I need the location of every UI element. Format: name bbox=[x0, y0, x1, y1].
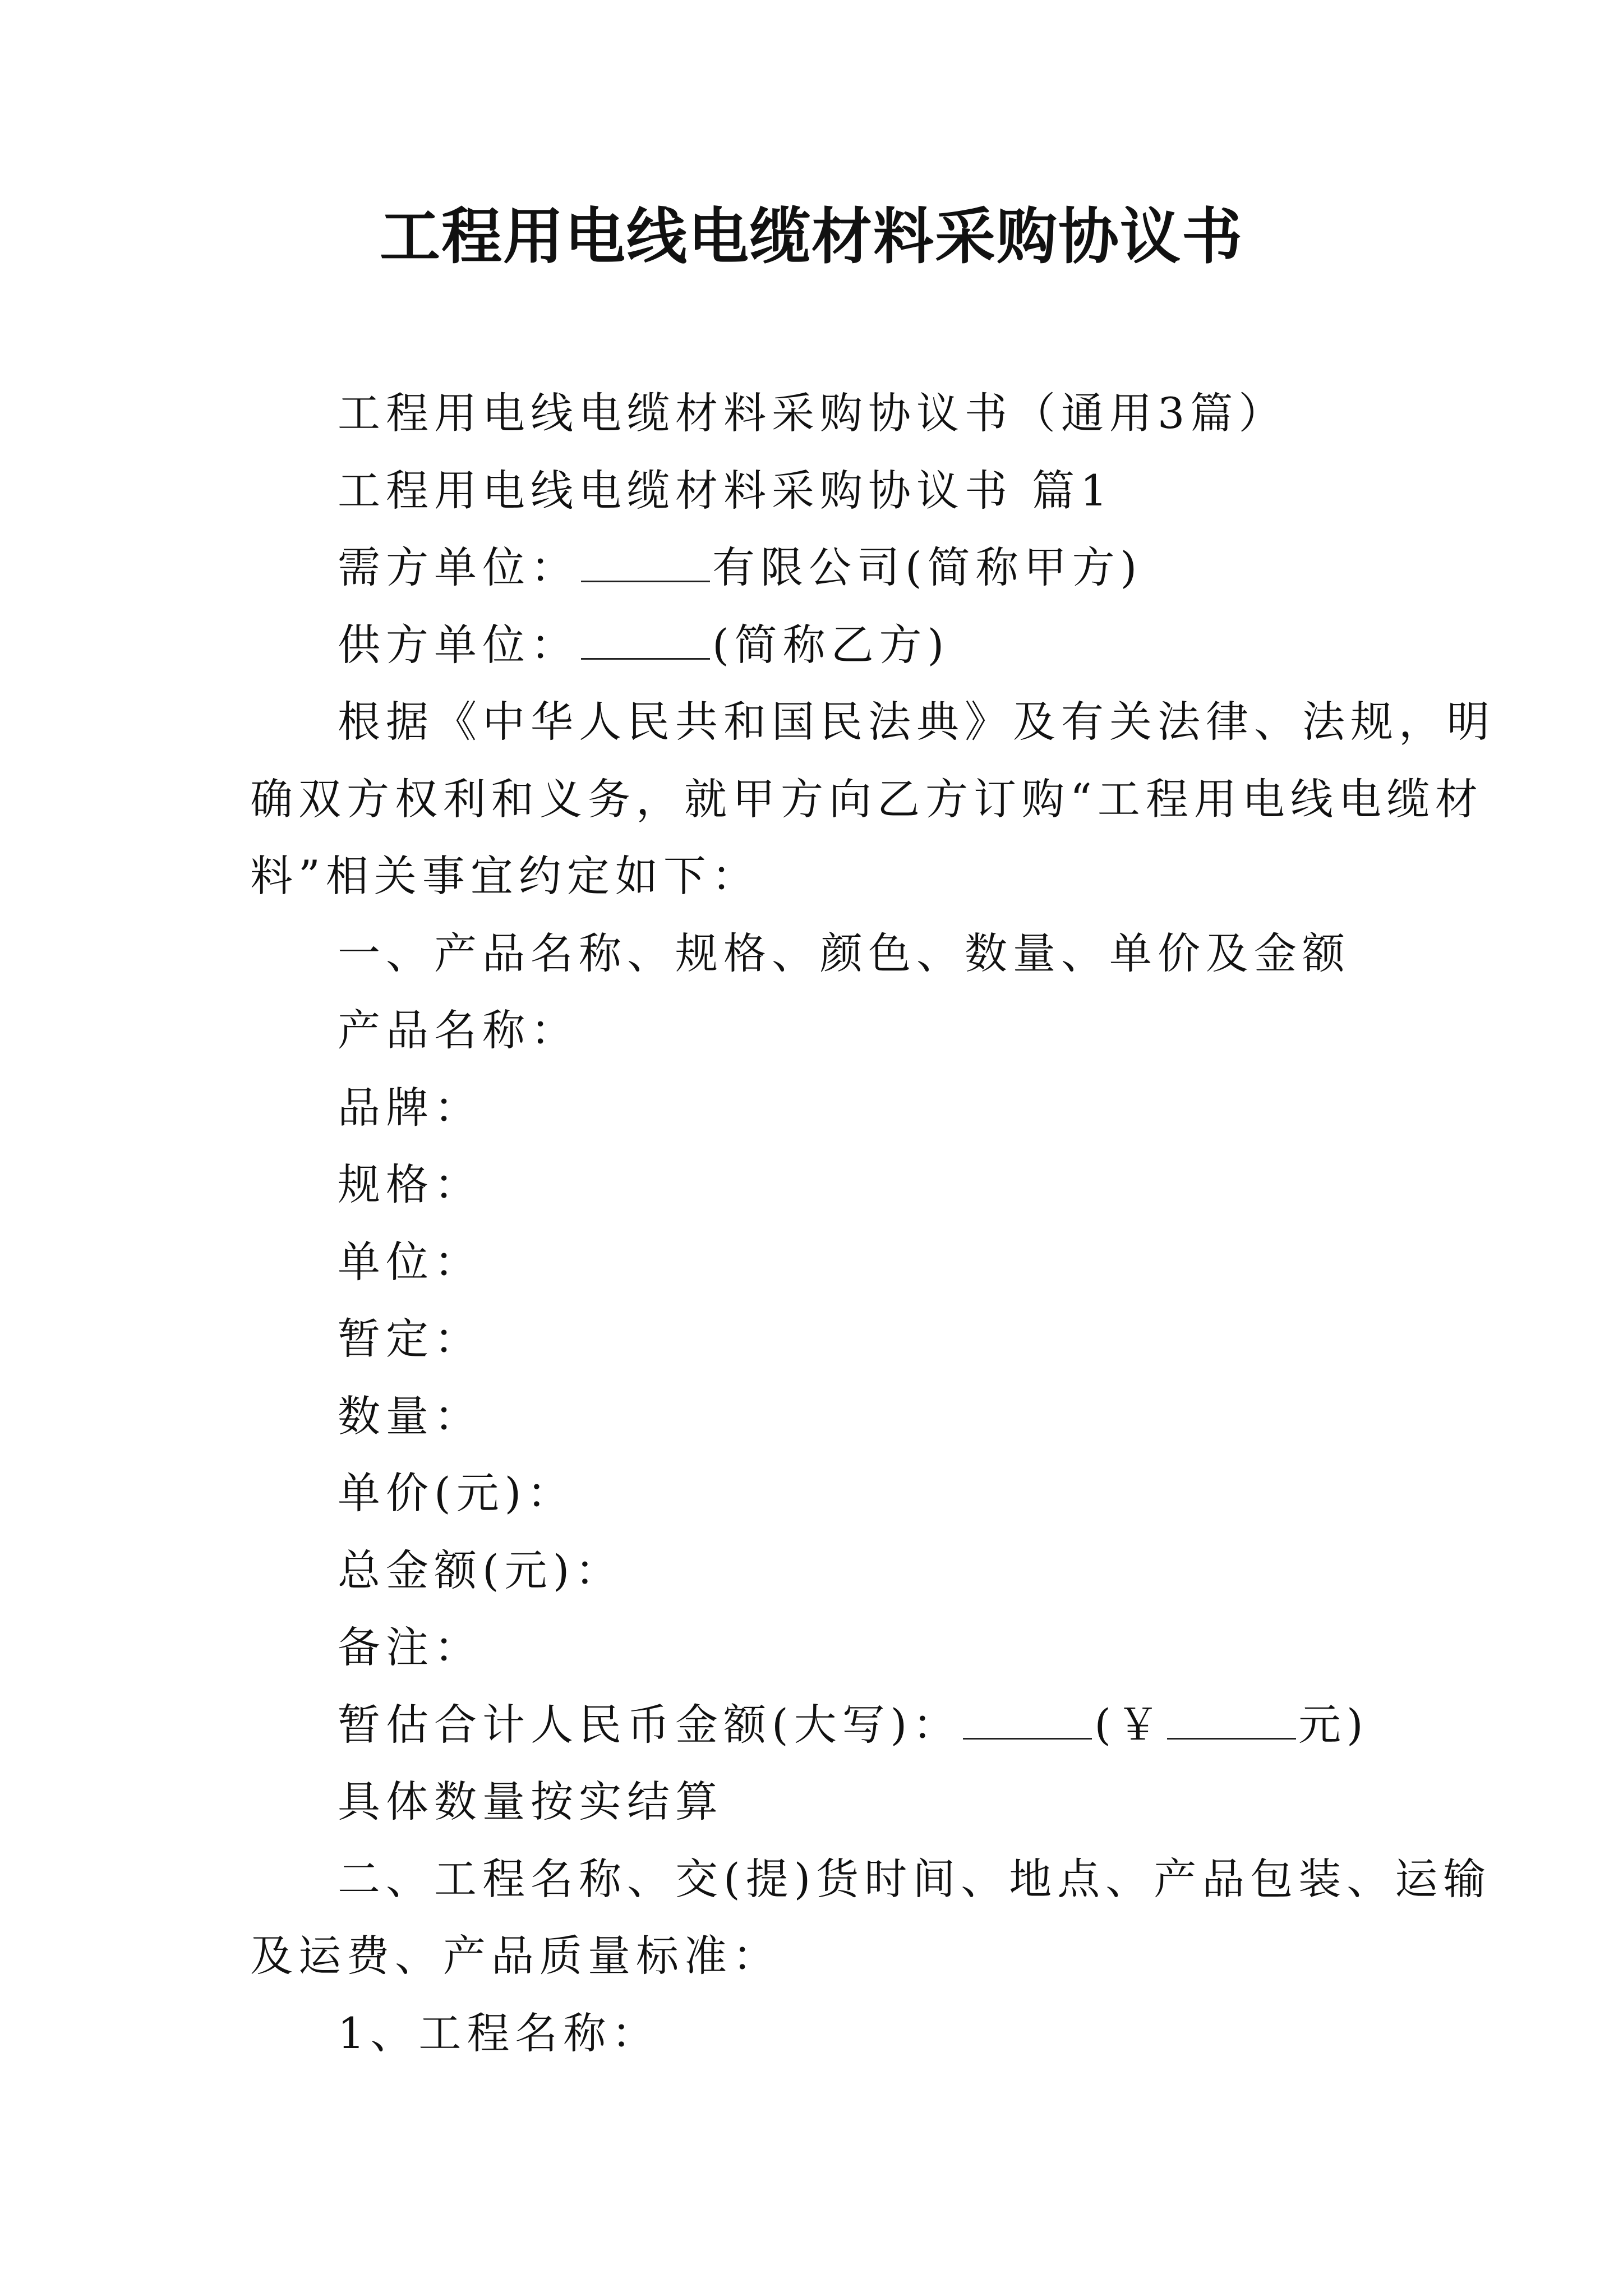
document-body bbox=[250, 375, 1495, 2072]
basis-line-3: 料”相关事宜约定如下： bbox=[250, 851, 760, 901]
section-2-heading-line-2: 及运费、产品质量标准： bbox=[250, 1931, 781, 1981]
spec-field: 规格： bbox=[338, 1159, 482, 1209]
settlement-note: 具体数量按实结算 bbox=[338, 1777, 723, 1826]
unit-price-field: 单价(元)： bbox=[338, 1468, 575, 1518]
seller-blank bbox=[581, 624, 710, 660]
document-title: 工程用电线电缆材料采购协议书 bbox=[379, 201, 1243, 272]
remarks-field: 备注： bbox=[338, 1622, 482, 1672]
brand-field: 品牌： bbox=[338, 1082, 482, 1133]
estimate-blank-number bbox=[1167, 1704, 1296, 1740]
total-amount-field: 总金额(元)： bbox=[338, 1545, 624, 1595]
buyer-label: 需方单位： bbox=[338, 542, 579, 592]
basis-line-2: 确双方权利和义务，就甲方向乙方订购“工程用电线电缆材 bbox=[250, 774, 1483, 824]
buyer-blank bbox=[581, 547, 710, 582]
estimate-label: 暂估合计人民币金额(大写)： bbox=[338, 1699, 961, 1750]
estimate-suffix: 元) bbox=[1298, 1699, 1369, 1750]
section-1-heading: 一、产品名称、规格、颜色、数量、单价及金额 bbox=[338, 928, 1350, 978]
seller-suffix: (简称乙方) bbox=[712, 619, 950, 670]
section-2-heading-line-1: 二、工程名称、交(提)货时间、地点、产品包装、运输 bbox=[338, 1853, 1492, 1904]
estimate-currency: (￥ bbox=[1094, 1699, 1165, 1750]
part-heading: 工程用电线电缆材料采购协议书 篇1 bbox=[338, 465, 1113, 516]
seller-label: 供方单位： bbox=[338, 619, 579, 670]
estimate-line bbox=[250, 1686, 1377, 1764]
seller-line bbox=[250, 606, 1377, 684]
item-1-project-name: 1、工程名称： bbox=[338, 2008, 660, 2058]
quantity-field: 数量： bbox=[338, 1391, 482, 1441]
subtitle-line: 工程用电线电缆材料采购协议书（通用3篇） bbox=[338, 388, 1287, 438]
unit-field: 单位： bbox=[338, 1236, 482, 1287]
tentative-field: 暂定： bbox=[338, 1314, 482, 1364]
estimate-blank-words bbox=[963, 1704, 1092, 1740]
buyer-line bbox=[250, 529, 1377, 606]
basis-line-1: 根据《中华人民共和国民法典》及有关法律、法规，明 bbox=[338, 697, 1495, 747]
product-name-field: 产品名称： bbox=[338, 1005, 579, 1055]
buyer-suffix: 有限公司(简称甲方) bbox=[712, 542, 1143, 592]
